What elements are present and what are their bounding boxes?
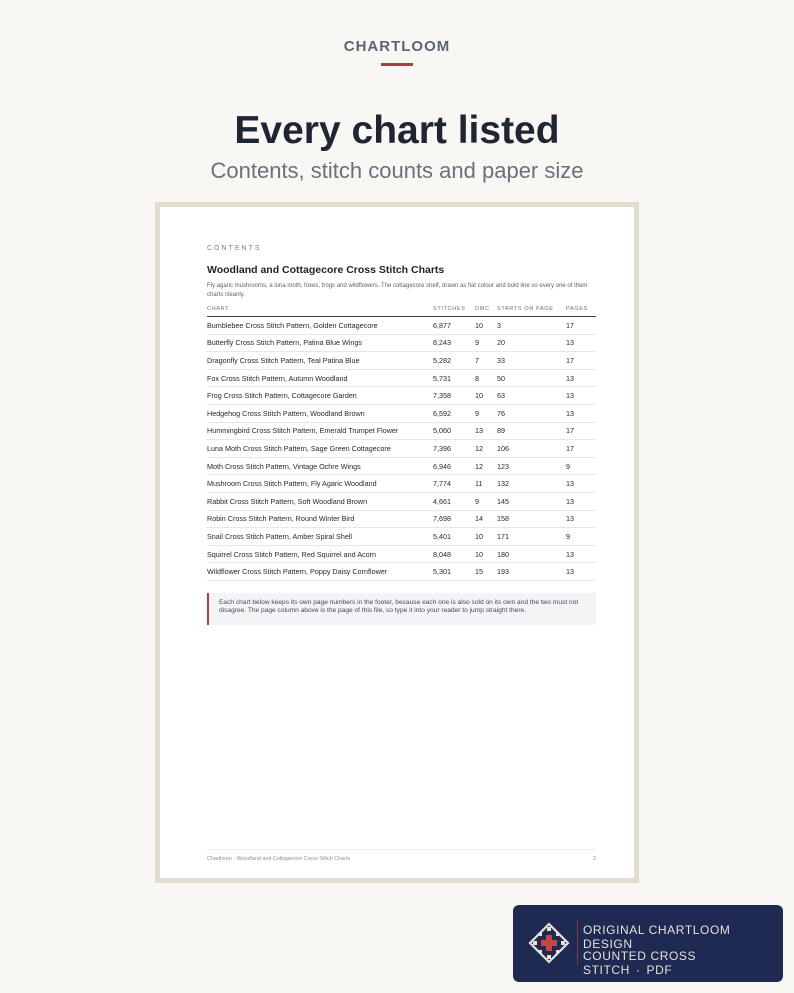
table-row xyxy=(207,317,596,335)
starts-on-page-cell: 33 xyxy=(497,352,566,370)
table-row xyxy=(207,475,596,493)
dmc-cell: 10 xyxy=(475,317,497,335)
document-description: Fly agaric mushrooms, a luna moth, foxes, frogs and wildflowers. The cottagecore shelf, drawn as flat colour and bold line so every one of them charts cleanly. xyxy=(207,283,588,298)
stitches-cell: 5,282 xyxy=(433,352,475,370)
starts-on-page-cell: 123 xyxy=(497,457,566,475)
chart-name-cell: Hedgehog Cross Stitch Pattern, Woodland Brown xyxy=(207,404,433,422)
stitches-cell: 5,301 xyxy=(433,563,475,581)
stitches-cell: 6,877 xyxy=(433,317,475,335)
chart-name-cell: Bumblebee Cross Stitch Pattern, Golden Cottagecore xyxy=(207,317,433,335)
footer-text: Chartloom · Woodland and Cottagecore Cross Stitch Charts xyxy=(207,856,351,862)
page-footer xyxy=(207,849,596,862)
starts-on-page-cell: 89 xyxy=(497,422,566,440)
document-page xyxy=(160,207,634,878)
pages-cell: 9 xyxy=(566,457,596,475)
pages-cell: 17 xyxy=(566,317,596,335)
starts-on-page-cell: 193 xyxy=(497,563,566,581)
pages-cell: 13 xyxy=(566,475,596,493)
table-row xyxy=(207,422,596,440)
stitches-cell: 8,048 xyxy=(433,545,475,563)
dmc-cell: 10 xyxy=(475,387,497,405)
stitches-cell: 6,592 xyxy=(433,404,475,422)
stitches-cell: 7,774 xyxy=(433,475,475,493)
starts-on-page-cell: 158 xyxy=(497,510,566,528)
pages-cell: 13 xyxy=(566,510,596,528)
table-row xyxy=(207,545,596,563)
dmc-cell: 12 xyxy=(475,457,497,475)
stitches-cell: 4,661 xyxy=(433,492,475,510)
table-row xyxy=(207,510,596,528)
pages-cell: 13 xyxy=(566,492,596,510)
starts-on-page-cell: 3 xyxy=(497,317,566,335)
chart-name-cell: Moth Cross Stitch Pattern, Vintage Ochre Wings xyxy=(207,457,433,475)
dmc-cell: 7 xyxy=(475,352,497,370)
starts-on-page-cell: 50 xyxy=(497,369,566,387)
table-row xyxy=(207,404,596,422)
dmc-cell: 10 xyxy=(475,545,497,563)
column-header-pages: PAGES xyxy=(566,305,596,317)
dmc-cell: 9 xyxy=(475,492,497,510)
pages-cell: 17 xyxy=(566,352,596,370)
chart-name-cell: Frog Cross Stitch Pattern, Cottagecore Garden xyxy=(207,387,433,405)
dmc-cell: 13 xyxy=(475,422,497,440)
pages-cell: 13 xyxy=(566,334,596,352)
stitches-cell: 7,698 xyxy=(433,510,475,528)
column-header-stitches: STITCHES xyxy=(433,305,475,317)
starts-on-page-cell: 180 xyxy=(497,545,566,563)
dmc-cell: 14 xyxy=(475,510,497,528)
chart-name-cell: Rabbit Cross Stitch Pattern, Soft Woodland Brown xyxy=(207,492,433,510)
column-header-dmc: DMC xyxy=(475,305,497,317)
pages-cell: 9 xyxy=(566,528,596,546)
table-row xyxy=(207,352,596,370)
table-header-row xyxy=(207,305,596,317)
table-row xyxy=(207,563,596,581)
pages-cell: 17 xyxy=(566,440,596,458)
contents-table xyxy=(207,305,596,581)
table-row xyxy=(207,440,596,458)
stitches-cell: 7,396 xyxy=(433,440,475,458)
pages-cell: 17 xyxy=(566,422,596,440)
badge-divider xyxy=(577,921,578,965)
stitches-cell: 7,358 xyxy=(433,387,475,405)
brand-accent-rule xyxy=(381,63,413,66)
starts-on-page-cell: 132 xyxy=(497,475,566,493)
starts-on-page-cell: 106 xyxy=(497,440,566,458)
chart-name-cell: Hummingbird Cross Stitch Pattern, Emerald Trumpet Flower xyxy=(207,422,433,440)
dmc-cell: 8 xyxy=(475,369,497,387)
dmc-cell: 12 xyxy=(475,440,497,458)
chart-name-cell: Squirrel Cross Stitch Pattern, Red Squirrel and Acorn xyxy=(207,545,433,563)
chart-name-cell: Mushroom Cross Stitch Pattern, Fly Agaric Woodland xyxy=(207,475,433,493)
badge-separator: · xyxy=(635,963,641,977)
pages-cell: 13 xyxy=(566,563,596,581)
table-row xyxy=(207,492,596,510)
document-title: Woodland and Cottagecore Cross Stitch Charts xyxy=(207,264,445,276)
design-badge xyxy=(513,905,783,982)
chart-name-cell: Wildflower Cross Stitch Pattern, Poppy Daisy Cornflower xyxy=(207,563,433,581)
dmc-cell: 9 xyxy=(475,404,497,422)
table-row xyxy=(207,528,596,546)
page-navigation-note: Each chart below keeps its own page numbers in the footer, because each one is also sold on its own and the two must not disagree. The page column above is the page of this file, so type it into your reader to jump straight there. xyxy=(207,593,596,625)
headline: Every chart listed xyxy=(234,109,560,152)
pages-cell: 13 xyxy=(566,404,596,422)
stitches-cell: 5,731 xyxy=(433,369,475,387)
brand-name: CHARTLOOM xyxy=(343,38,451,55)
stitches-cell: 8,243 xyxy=(433,334,475,352)
table-row xyxy=(207,457,596,475)
chart-name-cell: Butterfly Cross Stitch Pattern, Patina Blue Wings xyxy=(207,334,433,352)
starts-on-page-cell: 76 xyxy=(497,404,566,422)
starts-on-page-cell: 145 xyxy=(497,492,566,510)
cross-stitch-emblem-icon xyxy=(527,921,571,965)
subheadline: Contents, stitch counts and paper size xyxy=(210,158,584,183)
table-row xyxy=(207,334,596,352)
badge-format-label: COUNTED CROSS STITCH xyxy=(583,949,697,977)
dmc-cell: 10 xyxy=(475,528,497,546)
pages-cell: 13 xyxy=(566,545,596,563)
stitches-cell: 5,401 xyxy=(433,528,475,546)
pages-cell: 13 xyxy=(566,387,596,405)
badge-title: ORIGINAL CHARTLOOM DESIGN xyxy=(583,923,731,951)
document-preview-frame xyxy=(155,202,639,883)
badge-subtitle xyxy=(583,949,783,977)
badge-file-type: PDF xyxy=(646,963,673,977)
footer-page-number: 2 xyxy=(593,856,596,862)
starts-on-page-cell: 171 xyxy=(497,528,566,546)
starts-on-page-cell: 63 xyxy=(497,387,566,405)
stitches-cell: 6,946 xyxy=(433,457,475,475)
dmc-cell: 15 xyxy=(475,563,497,581)
chart-name-cell: Snail Cross Stitch Pattern, Amber Spiral Shell xyxy=(207,528,433,546)
column-header-starts-on-page: STARTS ON PAGE xyxy=(497,305,566,317)
section-kicker: CONTENTS xyxy=(207,245,262,252)
dmc-cell: 9 xyxy=(475,334,497,352)
column-header-chart: CHART xyxy=(207,305,433,317)
stitches-cell: 5,060 xyxy=(433,422,475,440)
chart-name-cell: Luna Moth Cross Stitch Pattern, Sage Green Cottagecore xyxy=(207,440,433,458)
chart-name-cell: Dragonfly Cross Stitch Pattern, Teal Patina Blue xyxy=(207,352,433,370)
chart-name-cell: Robin Cross Stitch Pattern, Round Winter Bird xyxy=(207,510,433,528)
dmc-cell: 11 xyxy=(475,475,497,493)
table-row xyxy=(207,369,596,387)
table-row xyxy=(207,387,596,405)
pages-cell: 13 xyxy=(566,369,596,387)
starts-on-page-cell: 20 xyxy=(497,334,566,352)
chart-name-cell: Fox Cross Stitch Pattern, Autumn Woodland xyxy=(207,369,433,387)
